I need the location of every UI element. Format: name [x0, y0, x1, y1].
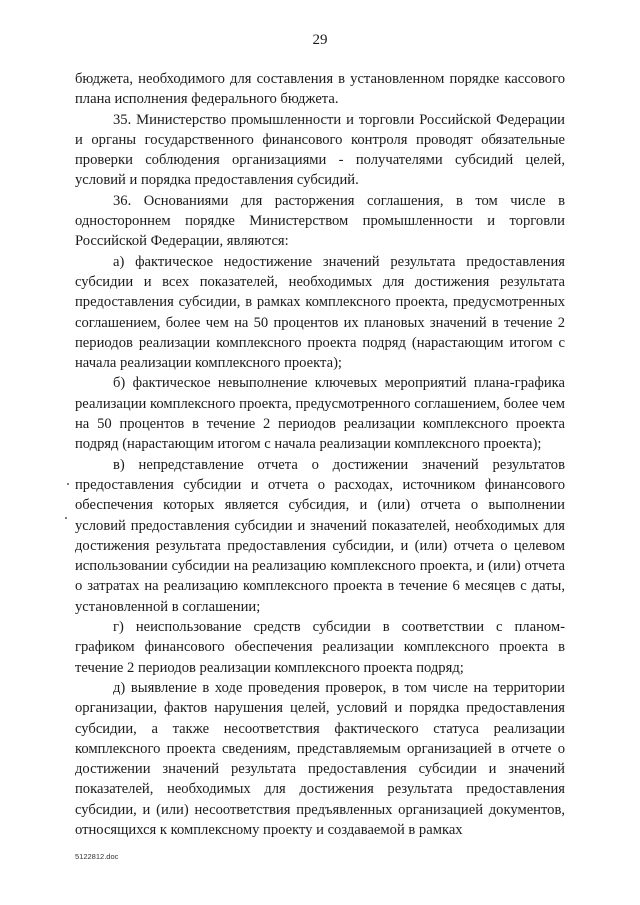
- paragraph: в) непредставление отчета о достижении значений результатов предоставления субсидии и отчета о расходах, источником финансового обеспечения которых является субсидия, и (или) отчета о выполнении условий предоставления субсидии и значений показателей, необходимых для достижения результата предоставления субсидии, и (или) отчета о целевом использовании субсидии на реализацию комплексного проекта, и (или) отчета о затратах на реализацию комплексного проекта в течение 6 месяцев с даты, установленной в соглашении;: [75, 456, 565, 615]
- paragraph: г) неиспользование средств субсидии в соответствии с планом-графиком финансового обеспечения реализации комплексного проекта в течение 2 периодов реализации комплексного проекта подряд;: [75, 619, 565, 676]
- scan-speck: [67, 483, 69, 485]
- paragraph: а) фактическое недостижение значений результата предоставления субсидии и всех показателей, необходимых для достижения результата предоставления субсидии, в рамках комплексного проекта, предусмотренных соглашением, более чем на 50 процентов их плановых значений в течение 2 периодов реализации комплексного проекта подряд (нарастающим итогом с начала реализации комплексного проекта);: [75, 253, 565, 372]
- page-number: 29: [312, 32, 328, 48]
- scan-speck: [65, 517, 67, 519]
- paragraph: д) выявление в ходе проведения проверок, в том числе на территории организации, фактов нарушения целей, условий и порядка предоставления субсидии, а также несоответствия фактического статуса реализации комплексного проекта сведениям, представляемым организацией в отчете о достижении значений результата предоставления субсидии и значений показателей, необходимых для достижения результата предоставления субсидии, и (или) несоответствия предъявленных организацией документов, относящихся к комплексному проекту и создаваемой в рамках: [75, 679, 565, 838]
- paragraph: б) фактическое невыполнение ключевых мероприятий плана-графика реализации комплексного проекта, предусмотренного соглашением, более чем на 50 процентов в течение 2 периодов реализации комплексного проекта подряд (нарастающим итогом с начала реализации комплексного проекта);: [75, 375, 565, 453]
- paragraph: 35. Министерство промышленности и торговли Российской Федерации и органы государственного финансового контроля проводят обязательные проверки соблюдения организациями - получателями субсидий целей, условий и порядка предоставления субсидий.: [75, 111, 565, 189]
- paragraph: 36. Основаниями для расторжения соглашения, в том числе в одностороннем порядке Министерством промышленности и торговли Российской Федерации, являются:: [75, 192, 565, 250]
- paragraph: бюджета, необходимого для составления в установленном порядке кассового плана исполнения федерального бюджета.: [75, 71, 565, 108]
- document-body: [75, 69, 565, 840]
- footer-filename: 5122812.doc: [75, 852, 119, 861]
